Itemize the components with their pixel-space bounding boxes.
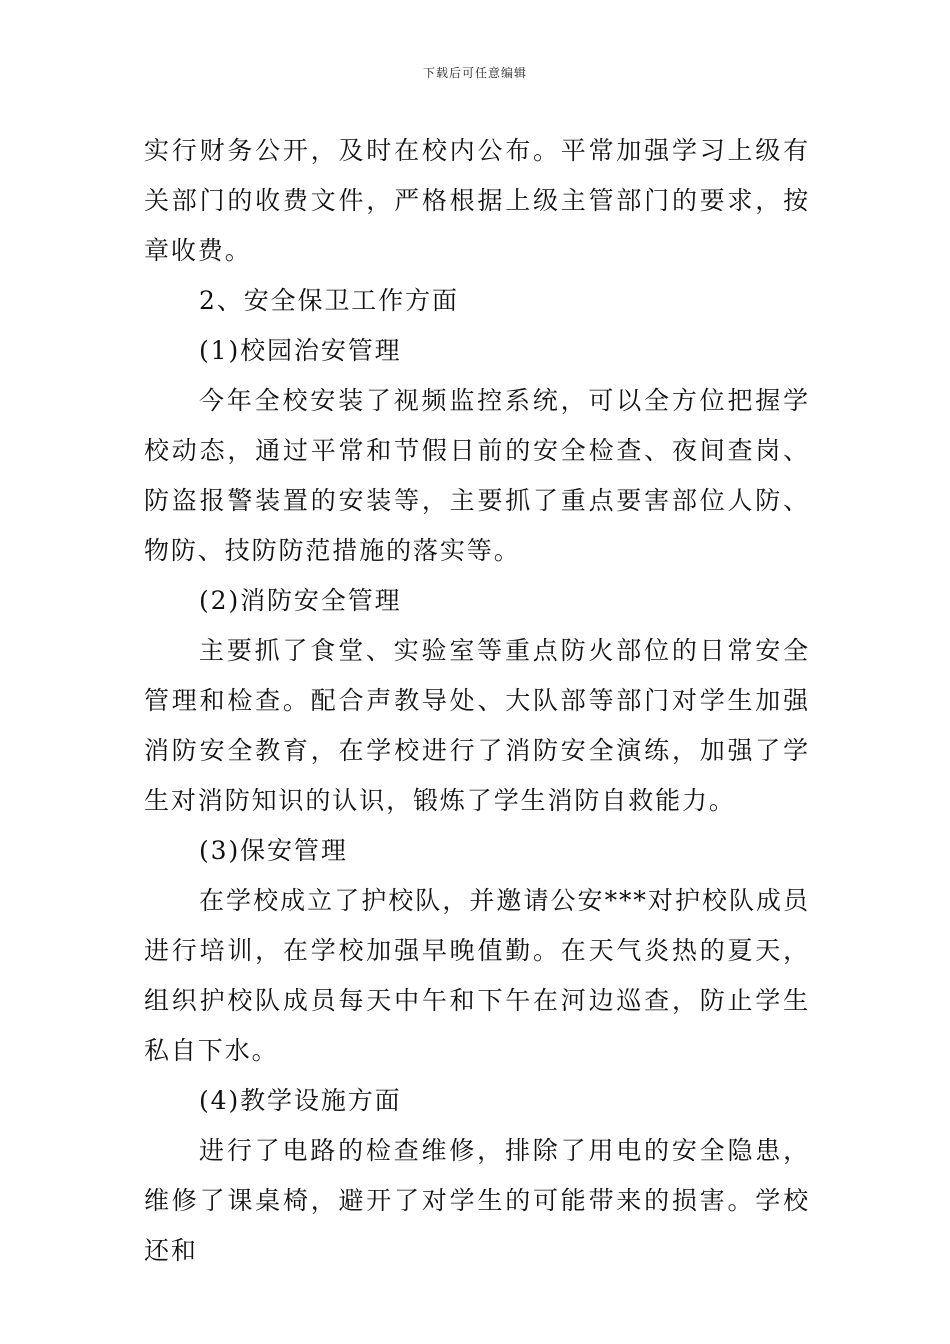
paragraph-finance: 实行财务公开，及时在校内公布。平常加强学习上级有关部门的收费文件，严格根据上级主管部门的要求，按章收费。 [144, 136, 810, 265]
paragraph-guard-management: 在学校成立了护校队，并邀请公安***对护校队成员进行培训，在学校加强早晚值勤。在天气炎热的夏天，组织护校队成员每天中午和下午在河边巡查，防止学生私自下水。 [144, 886, 810, 1065]
section-heading-security: 2、安全保卫工作方面 [199, 286, 459, 315]
document-body [144, 126, 810, 1276]
subheading-campus-security: (1)校园治安管理 [199, 336, 402, 365]
subheading-guard-management: (3)保安管理 [199, 836, 348, 865]
paragraph-fire-safety: 主要抓了食堂、实验室等重点防火部位的日常安全管理和检查。配合声教导处、大队部等部门对学生加强消防安全教育，在学校进行了消防安全演练，加强了学生对消防知识的认识，锻炼了学生消防自救能力。 [144, 636, 810, 815]
subheading-teaching-facilities: (4)教学设施方面 [199, 1086, 402, 1115]
subheading-fire-safety: (2)消防安全管理 [199, 586, 402, 615]
paragraph-teaching-facilities: 进行了电路的检查维修，排除了用电的安全隐患，维修了课桌椅，避开了对学生的可能带来的损害。学校还和 [144, 1136, 810, 1265]
paragraph-campus-security: 今年全校安装了视频监控系统，可以全方位把握学校动态，通过平常和节假日前的安全检查、夜间查岗、防盗报警装置的安装等，主要抓了重点要害部位人防、物防、技防防范措施的落实等。 [144, 386, 810, 565]
page-header: 下载后可任意编辑 [422, 66, 527, 80]
